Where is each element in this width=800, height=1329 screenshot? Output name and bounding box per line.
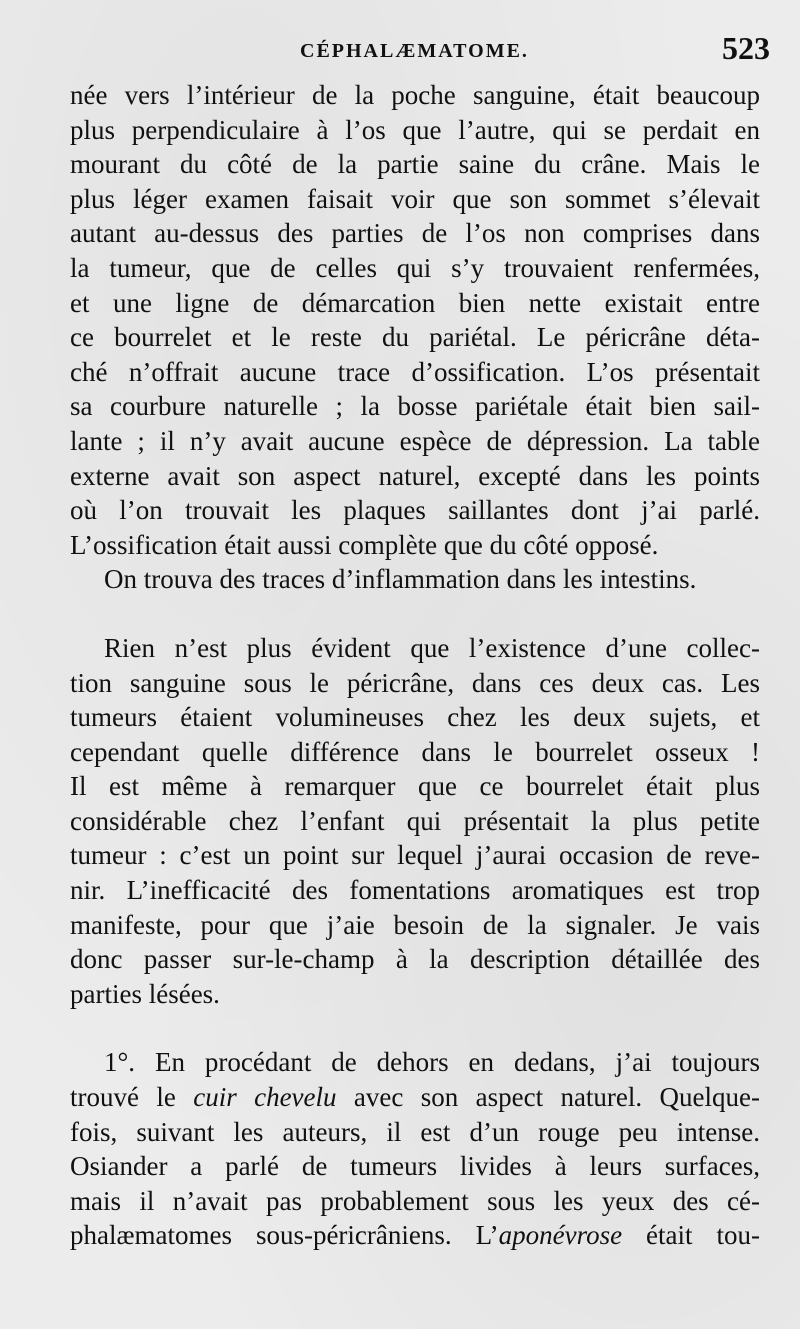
text-line: plus perpendiculaire à l’os que l’autre, qui se perdait en [70,114,760,145]
text-run: trouvé le [70,1082,194,1113]
text-line [70,1080,760,1115]
text-line: Osiander a parlé de tumeurs livides à leurs surfaces, [70,1151,760,1182]
paragraph-1 [70,78,760,562]
page-header [60,30,770,70]
text-line: mourant du côté de la partie saine du crâne. Mais le [70,149,760,180]
text-line: où l’on trouvait les plaques saillantes dont j’ai parlé. [70,495,760,526]
italic-term-cuir-chevelu: cuir chevelu [193,1082,337,1113]
text-line: lante ; il n’y avait aucune espèce de dépression. La table [70,425,760,456]
text-line: donc passer sur-le-champ à la description détaillée des [70,944,760,975]
text-line: Rien n’est plus évident que l’existence d’une collec- [104,632,760,663]
text-line: manifeste, pour que j’aie besoin de la signaler. Je vais [70,909,760,940]
paragraph-2 [70,562,760,597]
text-line: ce bourrelet et le reste du pariétal. Le péricrâne déta- [70,322,760,353]
paragraph-spacer [70,597,760,631]
text-line: tumeur : c’est un point sur lequel j’aurai occasion de reve- [70,840,760,871]
text-line: sa courbure naturelle ; la bosse pariétale était bien sail- [70,391,760,422]
running-title: CÉPHALÆMATOME. [300,40,529,62]
text-line: plus léger examen faisait voir que son sommet s’élevait [70,183,760,214]
text-line: considérable chez l’enfant qui présentait la plus petite [70,805,760,836]
text-line: fois, suivant les auteurs, il est d’un rouge peu intense. [70,1116,760,1147]
body-text [70,78,760,1253]
paragraph-spacer [70,1011,760,1045]
text-run: avec son aspect naturel. Quelque- [336,1082,760,1113]
text-line: tumeurs étaient volumineuses chez les deux sujets, et [70,702,760,733]
text-line: nir. L’inefficacité des fomentations aromatiques est trop [70,875,760,906]
text-run: était tou- [622,1220,760,1251]
text-line: autant au-dessus des parties de l’os non comprises dans [70,218,760,249]
text-line: Il est même à remarquer que ce bourrelet était plus [70,771,760,802]
italic-term-aponevrose: aponévrose [498,1220,623,1251]
text-line: mais il n’avait pas probablement sous les yeux des cé- [70,1185,760,1216]
page-number: 523 [722,30,770,66]
text-line: tion sanguine sous le péricrâne, dans ces deux cas. Les [70,667,760,698]
text-line: la tumeur, que de celles qui s’y trouvaient renfermées, [70,252,760,283]
text-run: phalæmatomes sous-péricrâniens. L’ [70,1220,499,1251]
text-line: ché n’offrait aucune trace d’ossification. L’os présentait [70,356,760,387]
text-line: externe avait son aspect naturel, excepté dans les points [70,460,760,491]
text-line: L’ossification était aussi complète que du côté opposé. [70,529,659,560]
text-line: née vers l’intérieur de la poche sanguine, était beaucoup [70,80,760,110]
text-line: On trouva des traces d’inflammation dans les intestins. [104,564,697,595]
text-line: parties lésées. [70,978,220,1009]
text-line: cependant quelle différence dans le bourrelet osseux ! [70,736,760,767]
text-line: 1°. En procédant de dehors en dedans, j’ai toujours [104,1047,760,1078]
paragraph-3 [70,631,760,1012]
paragraph-4 [70,1045,760,1253]
text-line [70,1218,760,1253]
text-line: et une ligne de démarcation bien nette existait entre [70,287,760,318]
